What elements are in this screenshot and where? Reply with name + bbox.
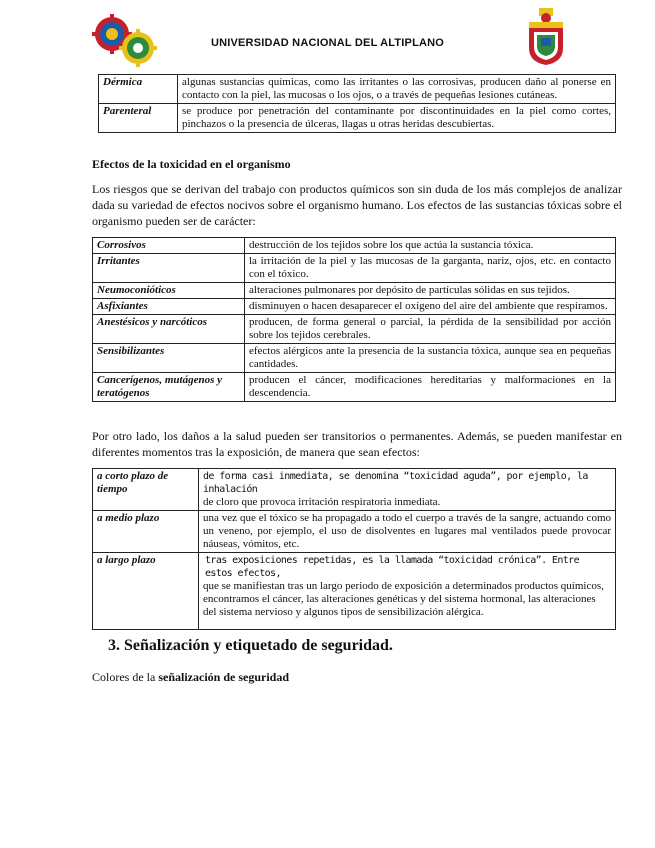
table-row (93, 299, 616, 315)
colors-caption-prefix: Colores de la (92, 670, 159, 684)
section-heading: Efectos de la toxicidad en el organismo (92, 157, 291, 171)
term-cell: Asfixiantes (93, 299, 245, 315)
term-cell: Cancerígenos, mutágenos y teratógenos (93, 373, 245, 402)
table-row (93, 283, 616, 299)
description-handwritten: tras exposiciones repetidas, es la llamada “toxicidad crónica”. Entre estos efectos, (205, 555, 580, 579)
university-title: UNIVERSIDAD NACIONAL DEL ALTIPLANO (210, 37, 445, 49)
description-cell: producen el cáncer, modificaciones hereditarias y malformaciones en la descendencia. (245, 373, 616, 402)
description-cell: la irritación de la piel y las mucosas de la garganta, nariz, ojos, etc. en contacto con el tóxico. (245, 254, 616, 283)
term-cell: Parenteral (99, 104, 178, 133)
page-header (0, 0, 655, 70)
description-cell: se produce por penetración del contaminante por discontinuidades en la piel como cortes, pinchazos o la presencia de úlceras, llagas u otras heridas descubiertas. (178, 104, 616, 133)
description-text: de cloro que provoca irritación respiratoria inmediata. (203, 496, 441, 508)
table-row (93, 511, 616, 553)
table-row (93, 344, 616, 373)
term-cell: a medio plazo (93, 511, 199, 553)
university-shield (525, 8, 567, 66)
description-cell: disminuyen o hacen desaparecer el oxígeno del aire del ambiente que respiramos. (245, 299, 616, 315)
timing-table (92, 468, 616, 630)
term-cell: Irritantes (93, 254, 245, 283)
table-row (93, 254, 616, 283)
table-row (93, 469, 616, 511)
description-cell (199, 553, 616, 630)
description-cell: alteraciones pulmonares por depósito de partículas sólidas en sus tejidos. (245, 283, 616, 299)
description-cell: producen, de forma general o parcial, la pérdida de la sensibilidad por acción sobre los tejidos cerebrales. (245, 315, 616, 344)
paragraph: Los riesgos que se derivan del trabajo con productos químicos son sin duda de los más complejos de analizar dada su variedad de efectos nocivos sobre el organismo humano. Los efectos de las sustancias tóxicas sobre el organismo pueden ser de carácter: (92, 182, 622, 228)
colors-caption (92, 670, 289, 685)
description-text: una vez que el tóxico se ha propagado a todo el cuerpo a través de la sangre, actuando como un veneno, por ejemplo, el uso de disolventes en lugares mal ventilados puede provocar náuseas, vómitos, etc. (203, 512, 611, 550)
table-row (93, 373, 616, 402)
section-3-title: 3. Señalización y etiquetado de seguridad. (108, 637, 393, 654)
table-row (93, 315, 616, 344)
effects-table (92, 237, 616, 402)
table-row (93, 238, 616, 254)
colors-caption-bold: señalización de seguridad (158, 670, 290, 684)
table-row (93, 553, 616, 630)
routes-table (98, 74, 616, 133)
paragraph: Por otro lado, los daños a la salud pueden ser transitorios o permanentes. Además, se pueden manifestar en diferentes momentos tras la exposición, de manera que sean efectos: (92, 429, 622, 459)
description-cell: destrucción de los tejidos sobre los que actúa la sustancia tóxica. (245, 238, 616, 254)
term-cell: a corto plazo de tiempo (93, 469, 199, 511)
term-cell: Neumoconióticos (93, 283, 245, 299)
term-cell: Dérmica (99, 75, 178, 104)
term-cell: Corrosivos (93, 238, 245, 254)
description-cell: algunas sustancias químicas, como las irritantes o las corrosivas, producen daño al ponerse en contacto con la piel, las mucosas o los ojos, o a través de pequeñas lesiones cutáneas. (178, 75, 616, 104)
table-row (99, 104, 616, 133)
term-cell: Sensibilizantes (93, 344, 245, 373)
description-cell (199, 469, 616, 511)
description-text: que se manifiestan tras un largo periodo de exposición a determinados productos químicos, encontramos el cáncer, las alteraciones genéticas y del sistema hormonal, las alteraciones del sistema nervioso y algunos tipos de sensibilización alérgica. (203, 580, 604, 618)
term-cell: Anestésicos y narcóticos (93, 315, 245, 344)
table-row (99, 75, 616, 104)
description-cell: efectos alérgicos ante la presencia de la sustancia tóxica, aunque sea en pequeñas cantidades. (245, 344, 616, 373)
description-handwritten: de forma casi inmediata, se denomina “toxicidad aguda”, por ejemplo, la inhalación (203, 471, 588, 495)
description-cell (199, 511, 616, 553)
term-cell: a largo plazo (93, 553, 199, 630)
